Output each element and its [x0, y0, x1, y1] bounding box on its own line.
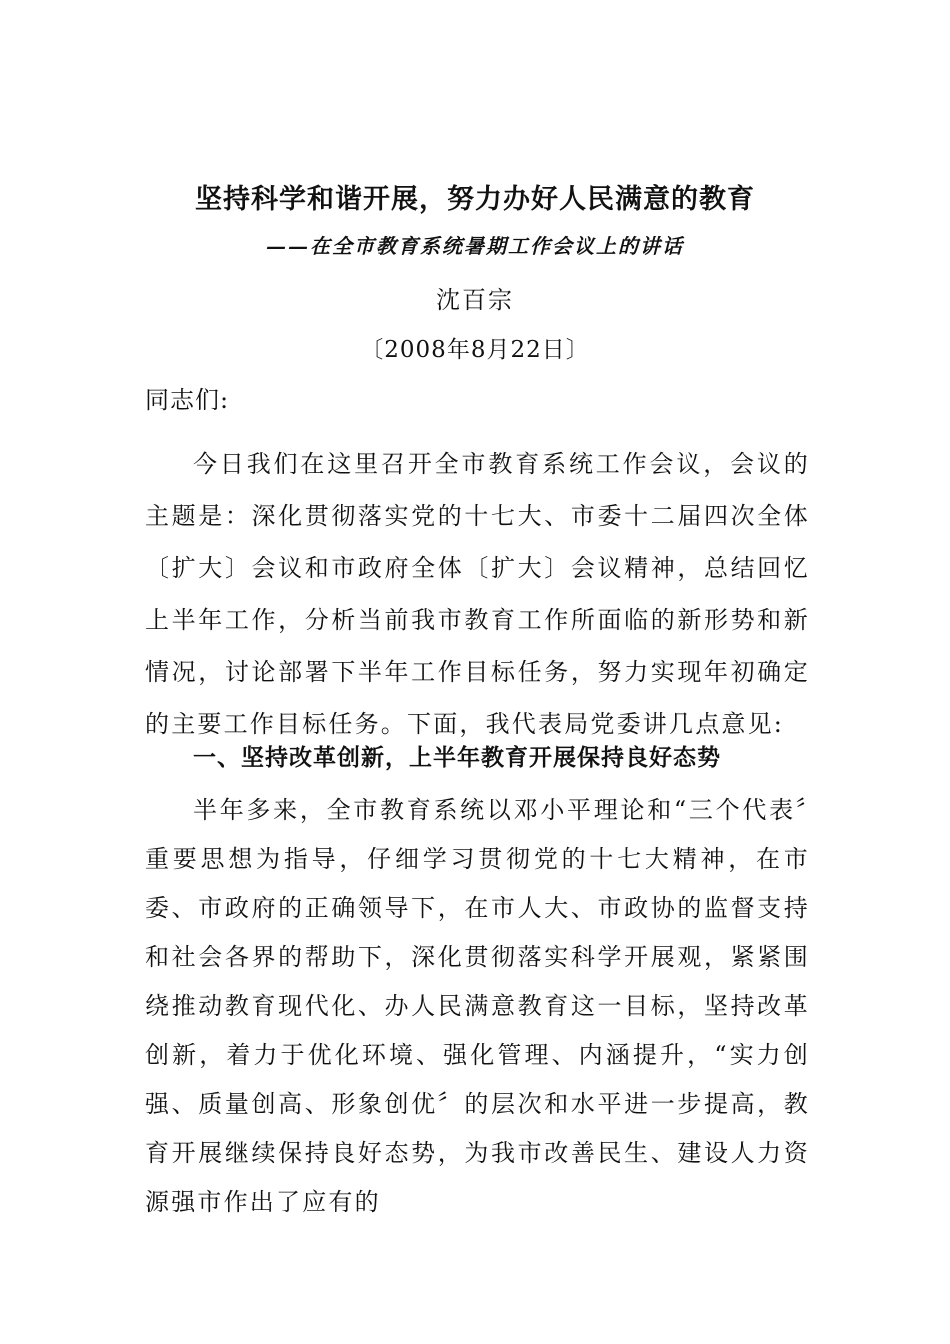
body-paragraph-1: 今日我们在这里召开全市教育系统工作会议，会议的主题是：深化贯彻落实党的十七大、市委十二届四次全体〔扩大〕会议和市政府全体〔扩大〕会议精神，总结回忆上半年工作，分析当前我市教育工作所面临的新形势和新情况，讨论部署下半年工作目标任务，努力实现年初确定的主要工作目标任务。下面，我代表局党委讲几点意见:: [145, 450, 810, 738]
speech-date: 〔2008年8月22日〕: [360, 337, 590, 363]
salutation: 同志们:: [145, 386, 230, 414]
author-name: 沈百宗: [436, 286, 514, 314]
body-paragraph-2: 半年多来，全市教育系统以邓小平理论和“三个代表〞重要思想为指导，仔细学习贯彻党的十七大精神，在市委、市政府的正确领导下，在市人大、市政协的监督支持和社会各界的帮助下，深化贯彻落实科学开展观，紧紧围绕推动教育现代化、办人民满意教育这一目标，坚持改革创新，着力于优化环境、强化管理、内涵提升，“实力创强、质量创高、形象创优〞的层次和水平进一步提高，教育开展继续保持良好态势，为我市改善民生、建设人力资源强市作出了应有的: [145, 796, 810, 1216]
section-heading-1: 一、坚持改革创新，上半年教育开展保持良好态势: [193, 745, 721, 771]
document-subtitle: ——在全市教育系统暑期工作会议上的讲话: [266, 234, 684, 258]
document-title: 坚持科学和谐开展，努力办好人民满意的教育: [195, 184, 755, 215]
